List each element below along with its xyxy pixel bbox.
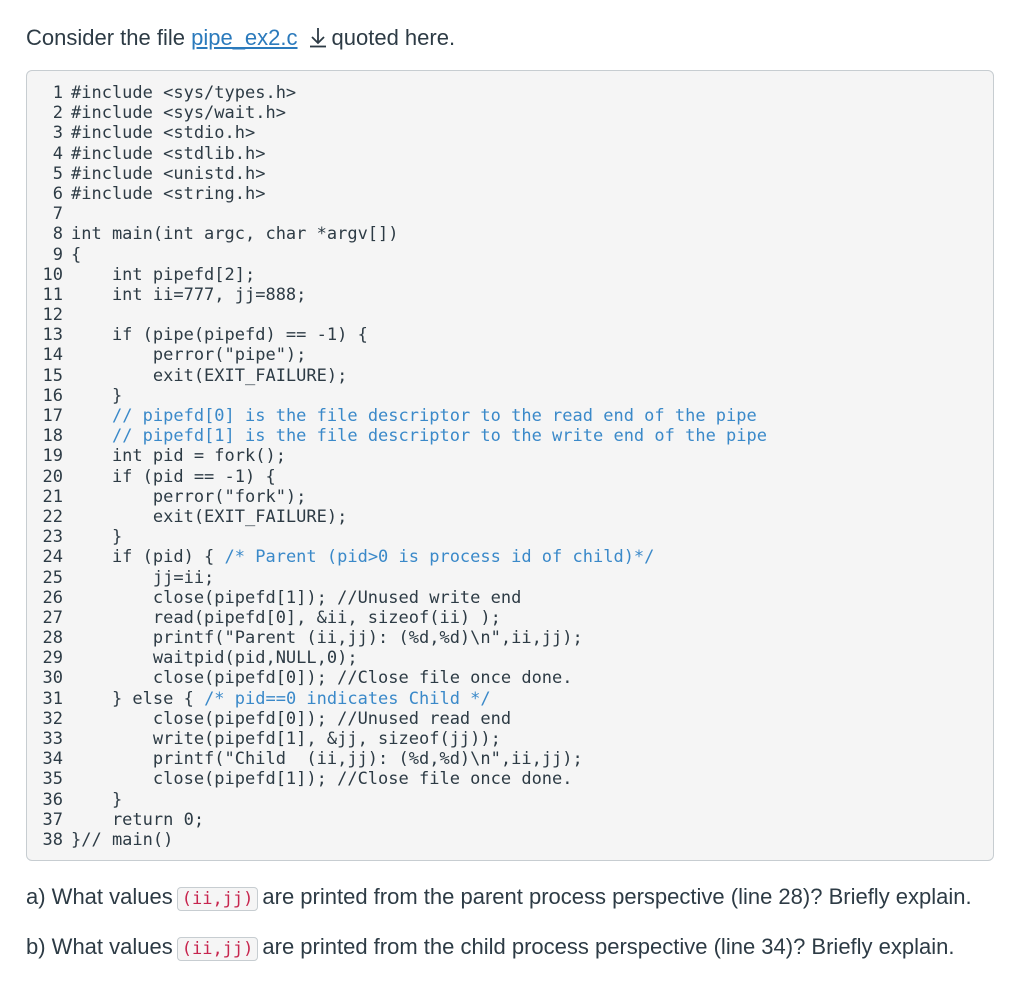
line-number: 36 xyxy=(42,789,63,810)
line-number: 23 xyxy=(42,527,63,548)
code-line xyxy=(27,608,767,628)
code-line xyxy=(27,507,767,527)
line-number: 4 xyxy=(52,143,63,164)
line-number: 35 xyxy=(42,769,63,790)
code-line xyxy=(27,366,767,386)
line-number: 19 xyxy=(42,446,63,467)
question-a xyxy=(26,881,972,915)
code-line xyxy=(27,224,767,244)
line-number: 25 xyxy=(42,567,63,588)
code-line xyxy=(27,668,767,688)
code-text: int pipefd[2]; xyxy=(71,264,256,285)
code-text: #include <unistd.h> xyxy=(71,163,266,184)
code-text: int pid = fork(); xyxy=(71,446,286,467)
question-b-before: b) What values xyxy=(26,934,173,959)
code-line xyxy=(27,144,767,164)
code-text: } xyxy=(71,789,123,810)
line-number: 2 xyxy=(52,103,63,124)
code-text: read(pipefd[0], &ii, sizeof(ii) ); xyxy=(71,607,501,628)
code-line xyxy=(27,628,767,648)
code-text: } else { xyxy=(71,688,205,709)
code-comment: /* Parent (pid>0 is process id of child)*/ xyxy=(224,547,655,568)
line-number: 38 xyxy=(42,829,63,850)
code-text: write(pipefd[1], &jj, sizeof(jj)); xyxy=(71,729,501,749)
code-text: #include <string.h> xyxy=(71,183,266,204)
code-text: } xyxy=(71,527,123,548)
question-a-before: a) What values xyxy=(26,884,173,909)
line-number: 15 xyxy=(42,365,63,386)
code-text: } xyxy=(71,385,123,406)
line-number: 6 xyxy=(52,183,63,204)
question-a-code: (ii,jj) xyxy=(177,887,259,911)
code-text: perror("pipe"); xyxy=(71,345,307,366)
code-line xyxy=(27,810,767,830)
line-number: 7 xyxy=(52,204,63,225)
code-line xyxy=(27,527,767,547)
file-link[interactable]: pipe_ex2.c xyxy=(191,25,298,50)
line-number: 3 xyxy=(52,123,63,144)
code-line xyxy=(27,830,767,850)
line-number: 16 xyxy=(42,385,63,406)
line-number: 12 xyxy=(42,305,63,326)
code-line xyxy=(27,386,767,406)
line-number: 21 xyxy=(42,486,63,507)
code-line xyxy=(27,729,767,749)
code-text: printf("Child (ii,jj): (%d,%d)\n",ii,jj); xyxy=(71,749,583,770)
code-text: if (pid) { xyxy=(71,547,225,568)
line-number: 29 xyxy=(42,648,63,669)
line-number: 20 xyxy=(42,466,63,487)
code-line xyxy=(27,345,767,365)
code-line xyxy=(27,648,767,668)
code-line xyxy=(27,588,767,608)
code-line xyxy=(27,123,767,143)
line-number: 24 xyxy=(42,547,63,568)
code-text: close(pipefd[1]); //Unused write end xyxy=(71,587,522,608)
code-line xyxy=(27,184,767,204)
code-text xyxy=(71,406,112,426)
code-listing xyxy=(27,83,767,850)
line-number: 11 xyxy=(42,284,63,305)
intro-suffix: quoted here. xyxy=(331,25,456,50)
code-line xyxy=(27,245,767,265)
code-text: #include <sys/wait.h> xyxy=(71,103,286,124)
line-number: 37 xyxy=(42,809,63,830)
question-b xyxy=(26,931,955,965)
code-line xyxy=(27,164,767,184)
code-line xyxy=(27,83,767,103)
line-number: 9 xyxy=(52,244,63,265)
question-b-after: are printed from the child process perspective (line 34)? Briefly explain. xyxy=(262,934,955,959)
code-line xyxy=(27,103,767,123)
line-number: 5 xyxy=(52,163,63,184)
intro-text xyxy=(26,22,455,57)
line-number: 31 xyxy=(42,688,63,709)
code-line xyxy=(27,709,767,729)
code-line xyxy=(27,769,767,789)
code-text: exit(EXIT_FAILURE); xyxy=(71,365,348,386)
question-b-code: (ii,jj) xyxy=(177,937,259,961)
code-line xyxy=(27,305,767,325)
code-text: close(pipefd[0]); //Unused read end xyxy=(71,708,512,729)
code-text: #include <stdlib.h> xyxy=(71,143,266,164)
code-line xyxy=(27,446,767,466)
line-number: 13 xyxy=(42,325,63,346)
code-text: jj=ii; xyxy=(71,567,215,588)
line-number: 1 xyxy=(52,83,63,103)
line-number: 10 xyxy=(42,264,63,285)
code-line xyxy=(27,487,767,507)
code-line xyxy=(27,467,767,487)
code-text: int main(int argc, char *argv[]) xyxy=(71,224,399,245)
code-line xyxy=(27,568,767,588)
code-line xyxy=(27,325,767,345)
code-line xyxy=(27,406,767,426)
code-line xyxy=(27,265,767,285)
download-icon[interactable] xyxy=(308,25,328,57)
code-text: }// main() xyxy=(71,829,174,850)
line-number: 34 xyxy=(42,749,63,770)
line-number: 22 xyxy=(42,506,63,527)
code-line xyxy=(27,204,767,224)
code-comment: /* pid==0 indicates Child */ xyxy=(204,688,491,709)
code-line xyxy=(27,790,767,810)
line-number: 8 xyxy=(52,224,63,245)
code-line xyxy=(27,547,767,567)
line-number: 33 xyxy=(42,729,63,749)
code-text: { xyxy=(71,244,82,265)
line-number: 28 xyxy=(42,628,63,649)
code-text: printf("Parent (ii,jj): (%d,%d)\n",ii,jj); xyxy=(71,628,583,649)
line-number: 18 xyxy=(42,426,63,447)
code-text: perror("fork"); xyxy=(71,486,307,507)
code-line xyxy=(27,285,767,305)
code-text: close(pipefd[1]); //Close file once done. xyxy=(71,769,573,790)
intro-prefix: Consider the file xyxy=(26,25,192,50)
code-text: int ii=777, jj=888; xyxy=(71,284,307,305)
code-block xyxy=(26,70,994,861)
line-number: 27 xyxy=(42,607,63,628)
code-text: return 0; xyxy=(71,809,205,830)
line-number: 17 xyxy=(42,406,63,426)
code-comment: // pipefd[0] is the file descriptor to the read end of the pipe xyxy=(111,406,757,426)
code-text: if (pipe(pipefd) == -1) { xyxy=(71,325,368,346)
code-line xyxy=(27,749,767,769)
code-line xyxy=(27,689,767,709)
question-a-after: are printed from the parent process perspective (line 28)? Briefly explain. xyxy=(262,884,972,909)
code-text: #include <stdio.h> xyxy=(71,123,256,144)
line-number: 30 xyxy=(42,668,63,689)
code-comment: // pipefd[1] is the file descriptor to the write end of the pipe xyxy=(111,426,767,447)
line-number: 14 xyxy=(42,345,63,366)
code-line xyxy=(27,426,767,446)
code-text: if (pid == -1) { xyxy=(71,466,276,487)
line-number: 26 xyxy=(42,587,63,608)
line-number: 32 xyxy=(42,708,63,729)
code-text: waitpid(pid,NULL,0); xyxy=(71,648,358,669)
code-text: exit(EXIT_FAILURE); xyxy=(71,506,348,527)
code-text: #include <sys/types.h> xyxy=(71,83,297,103)
code-text xyxy=(71,426,112,446)
code-text: close(pipefd[0]); //Close file once done. xyxy=(71,668,573,689)
